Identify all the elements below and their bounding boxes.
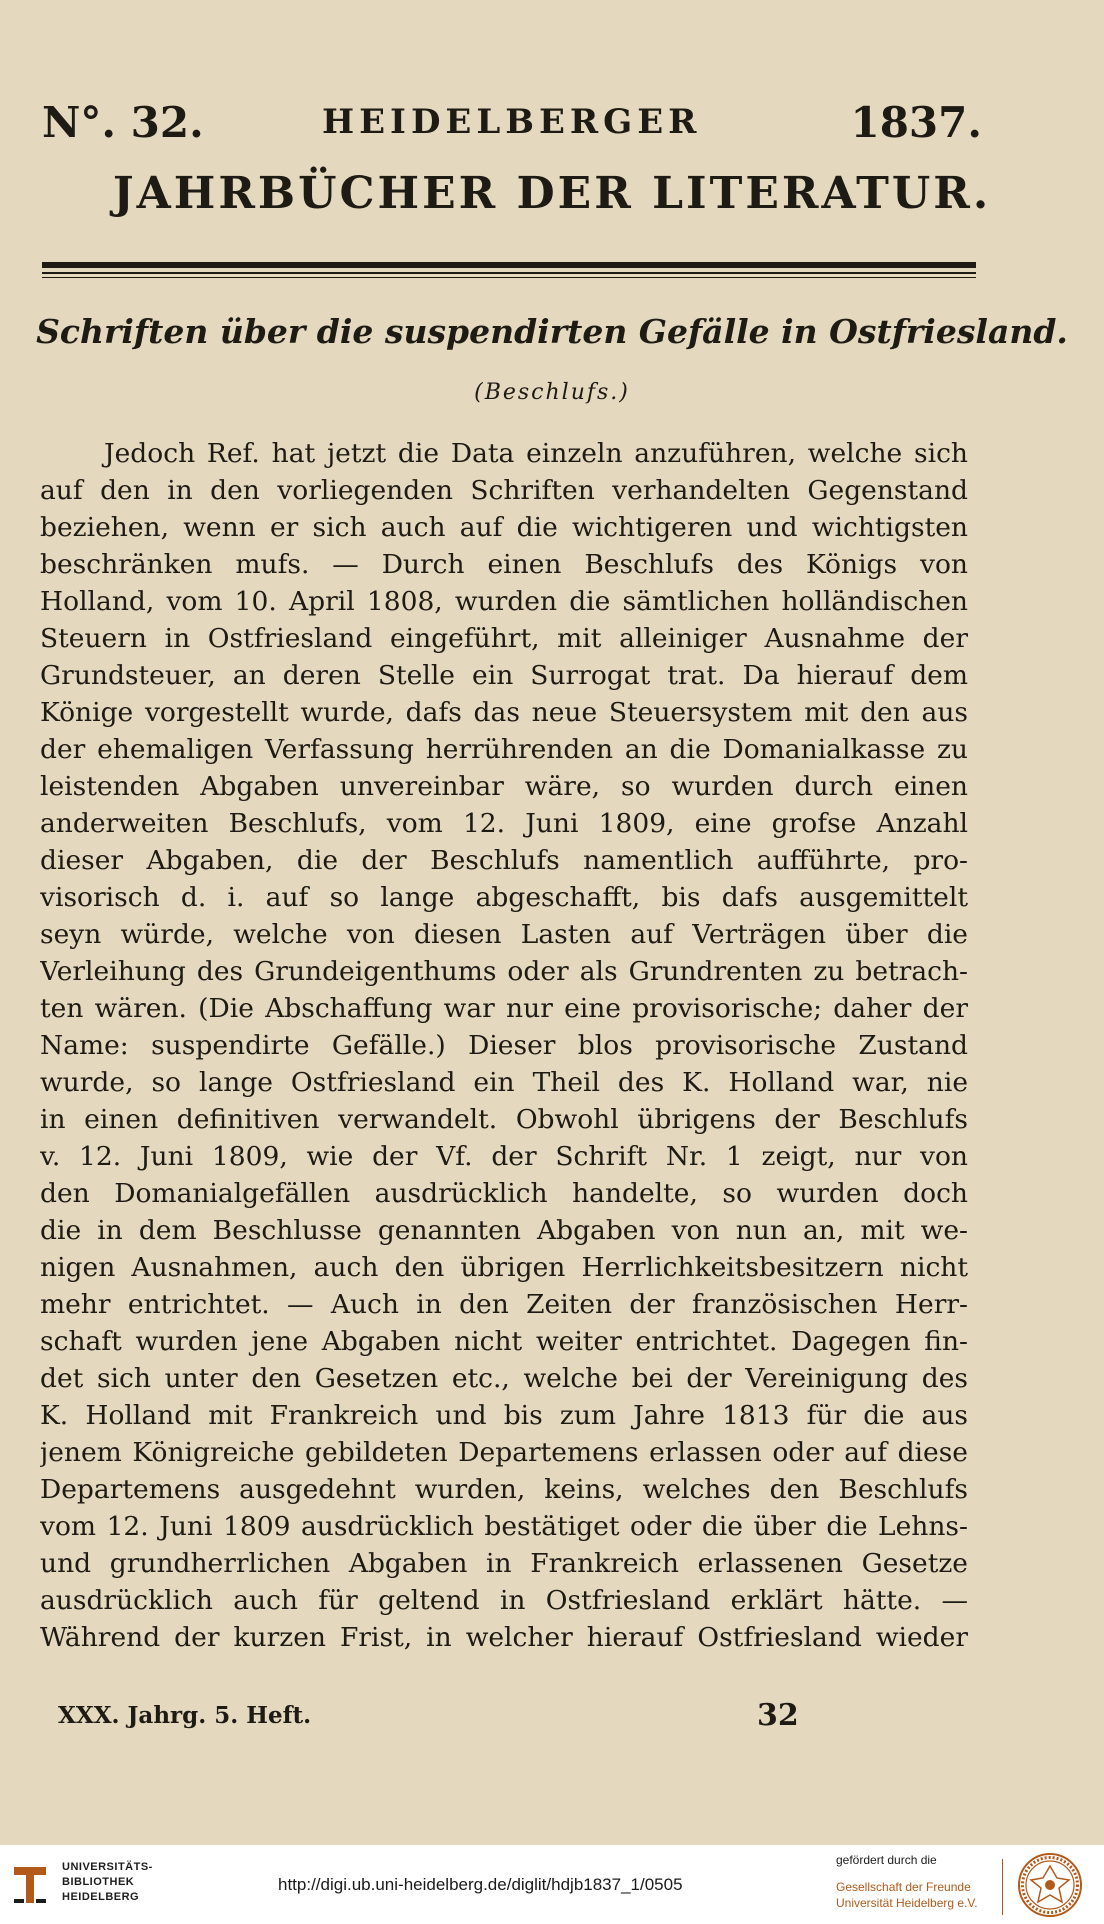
text-line: dieser Abgaben, die der Beschlufs namentlich aufführte, pro- bbox=[40, 845, 968, 876]
library-name-line: BIBLIOTHEK bbox=[62, 1876, 135, 1888]
university-library-logo-icon bbox=[10, 1861, 50, 1909]
issue-number: N°. 32. bbox=[42, 98, 204, 147]
text-line: Könige vorgestellt wurde, dafs das neue Steuersystem mit den aus bbox=[40, 697, 968, 728]
text-line: det sich unter den Gesetzen etc., welche bei der Vereinigung des bbox=[40, 1363, 968, 1394]
text-line: Grundsteuer, an deren Stelle ein Surrogat trat. Da hierauf dem bbox=[40, 660, 968, 691]
issue-footer: XXX. Jahrg. 5. Heft. bbox=[58, 1702, 312, 1729]
header-rule-medium bbox=[42, 272, 976, 274]
masthead-name: HEIDELBERGER bbox=[322, 102, 702, 142]
text-line: beziehen, wenn er sich auch auf die wichtigeren und wichtigsten bbox=[40, 512, 968, 543]
sponsor-label: gefördert durch die bbox=[836, 1853, 937, 1867]
sponsor-name-line: Universität Heidelberg e.V. bbox=[836, 1896, 978, 1910]
text-line: Jedoch Ref. hat jetzt die Data einzeln anzuführen, welche sich bbox=[104, 438, 968, 469]
text-line: leistenden Abgaben unvereinbar wäre, so wurden durch einen bbox=[40, 771, 968, 802]
sponsor-name-line: Gesellschaft der Freunde bbox=[836, 1880, 971, 1894]
article-subtitle: (Beschlufs.) bbox=[474, 380, 630, 405]
header-rule-thin bbox=[42, 277, 976, 278]
text-line: und grundherrlichen Abgaben in Frankreich erlassenen Gesetze bbox=[40, 1548, 968, 1579]
text-line: den Domanialgefällen ausdrücklich handelte, so wurden doch bbox=[40, 1178, 968, 1209]
text-line: Departemens ausgedehnt wurden, keins, welches den Beschlufs bbox=[40, 1474, 968, 1505]
text-line: Verleihung des Grundeigenthums oder als Grundrenten zu betrach- bbox=[40, 956, 968, 987]
text-line: wurde, so lange Ostfriesland ein Theil des K. Holland war, nie bbox=[40, 1067, 968, 1098]
text-line: Steuern in Ostfriesland eingeführt, mit alleiniger Ausnahme der bbox=[40, 623, 968, 654]
text-line: Name: suspendirte Gefälle.) Dieser blos provisorische Zustand bbox=[40, 1030, 968, 1061]
digitization-bar bbox=[0, 1845, 1104, 1924]
library-name-line: HEIDELBERG bbox=[62, 1891, 140, 1903]
masthead-row bbox=[42, 98, 982, 148]
text-line: mehr entrichtet. — Auch in den Zeiten der französischen Herr- bbox=[40, 1289, 968, 1320]
article-title: Schriften über die suspendirten Gefälle in Ostfriesland. bbox=[36, 312, 1068, 351]
header-rule-thick bbox=[42, 262, 976, 268]
text-line: visorisch d. i. auf so lange abgeschafft, bis dafs ausgemittelt bbox=[40, 882, 968, 913]
text-line: auf den in den vorliegenden Schriften verhandelten Gegenstand bbox=[40, 475, 968, 506]
text-line: in einen definitiven verwandelt. Obwohl übrigens der Beschlufs bbox=[40, 1104, 968, 1135]
text-line: die in dem Beschlusse genannten Abgaben von nun an, mit we- bbox=[40, 1215, 968, 1246]
text-line: schaft wurden jene Abgaben nicht weiter entrichtet. Dagegen fin- bbox=[40, 1326, 968, 1357]
text-line: Holland, vom 10. April 1808, wurden die sämtlichen holländischen bbox=[40, 586, 968, 617]
text-line: beschränken mufs. — Durch einen Beschlufs des Königs von bbox=[40, 549, 968, 580]
text-line: anderweiten Beschlufs, vom 12. Juni 1809, eine grofse Anzahl bbox=[40, 808, 968, 839]
text-line: ten wären. (Die Abschaffung war nur eine provisorische; daher der bbox=[40, 993, 968, 1024]
text-line: vom 12. Juni 1809 ausdrücklich bestätiget oder die über die Lehns- bbox=[40, 1511, 968, 1542]
text-line: K. Holland mit Frankreich und bis zum Jahre 1813 für die aus bbox=[40, 1400, 968, 1431]
text-line: v. 12. Juni 1809, wie der Vf. der Schrift Nr. 1 zeigt, nur von bbox=[40, 1141, 968, 1172]
journal-title: JAHRBÜCHER DER LITERATUR. bbox=[112, 168, 992, 219]
text-line: nigen Ausnahmen, auch den übrigen Herrlichkeitsbesitzern nicht bbox=[40, 1252, 968, 1283]
sponsor-name bbox=[836, 1879, 978, 1911]
text-line: jenem Königreiche gebildeten Departemens erlassen oder auf diese bbox=[40, 1437, 968, 1468]
article-body bbox=[40, 435, 968, 1656]
text-line: ausdrücklich auch für geltend in Ostfriesland erklärt hätte. — bbox=[40, 1585, 968, 1616]
permalink-url[interactable]: http://digi.ub.uni-heidelberg.de/diglit/hdjb1837_1/0505 bbox=[278, 1875, 683, 1894]
sponsor-divider bbox=[1002, 1859, 1003, 1915]
library-name-line: UNIVERSITÄTS- bbox=[62, 1861, 153, 1873]
text-line: Während der kurzen Frist, in welcher hierauf Ostfriesland wieder bbox=[40, 1622, 968, 1653]
text-line: der ehemaligen Verfassung herrührenden an die Domanialkasse zu bbox=[40, 734, 968, 765]
university-seal-icon bbox=[1017, 1852, 1083, 1918]
issue-year: 1837. bbox=[850, 98, 982, 147]
library-name bbox=[62, 1860, 153, 1905]
text-line: seyn würde, welche von diesen Lasten auf Verträgen über die bbox=[40, 919, 968, 950]
sheet-signature: 32 bbox=[757, 1698, 799, 1733]
